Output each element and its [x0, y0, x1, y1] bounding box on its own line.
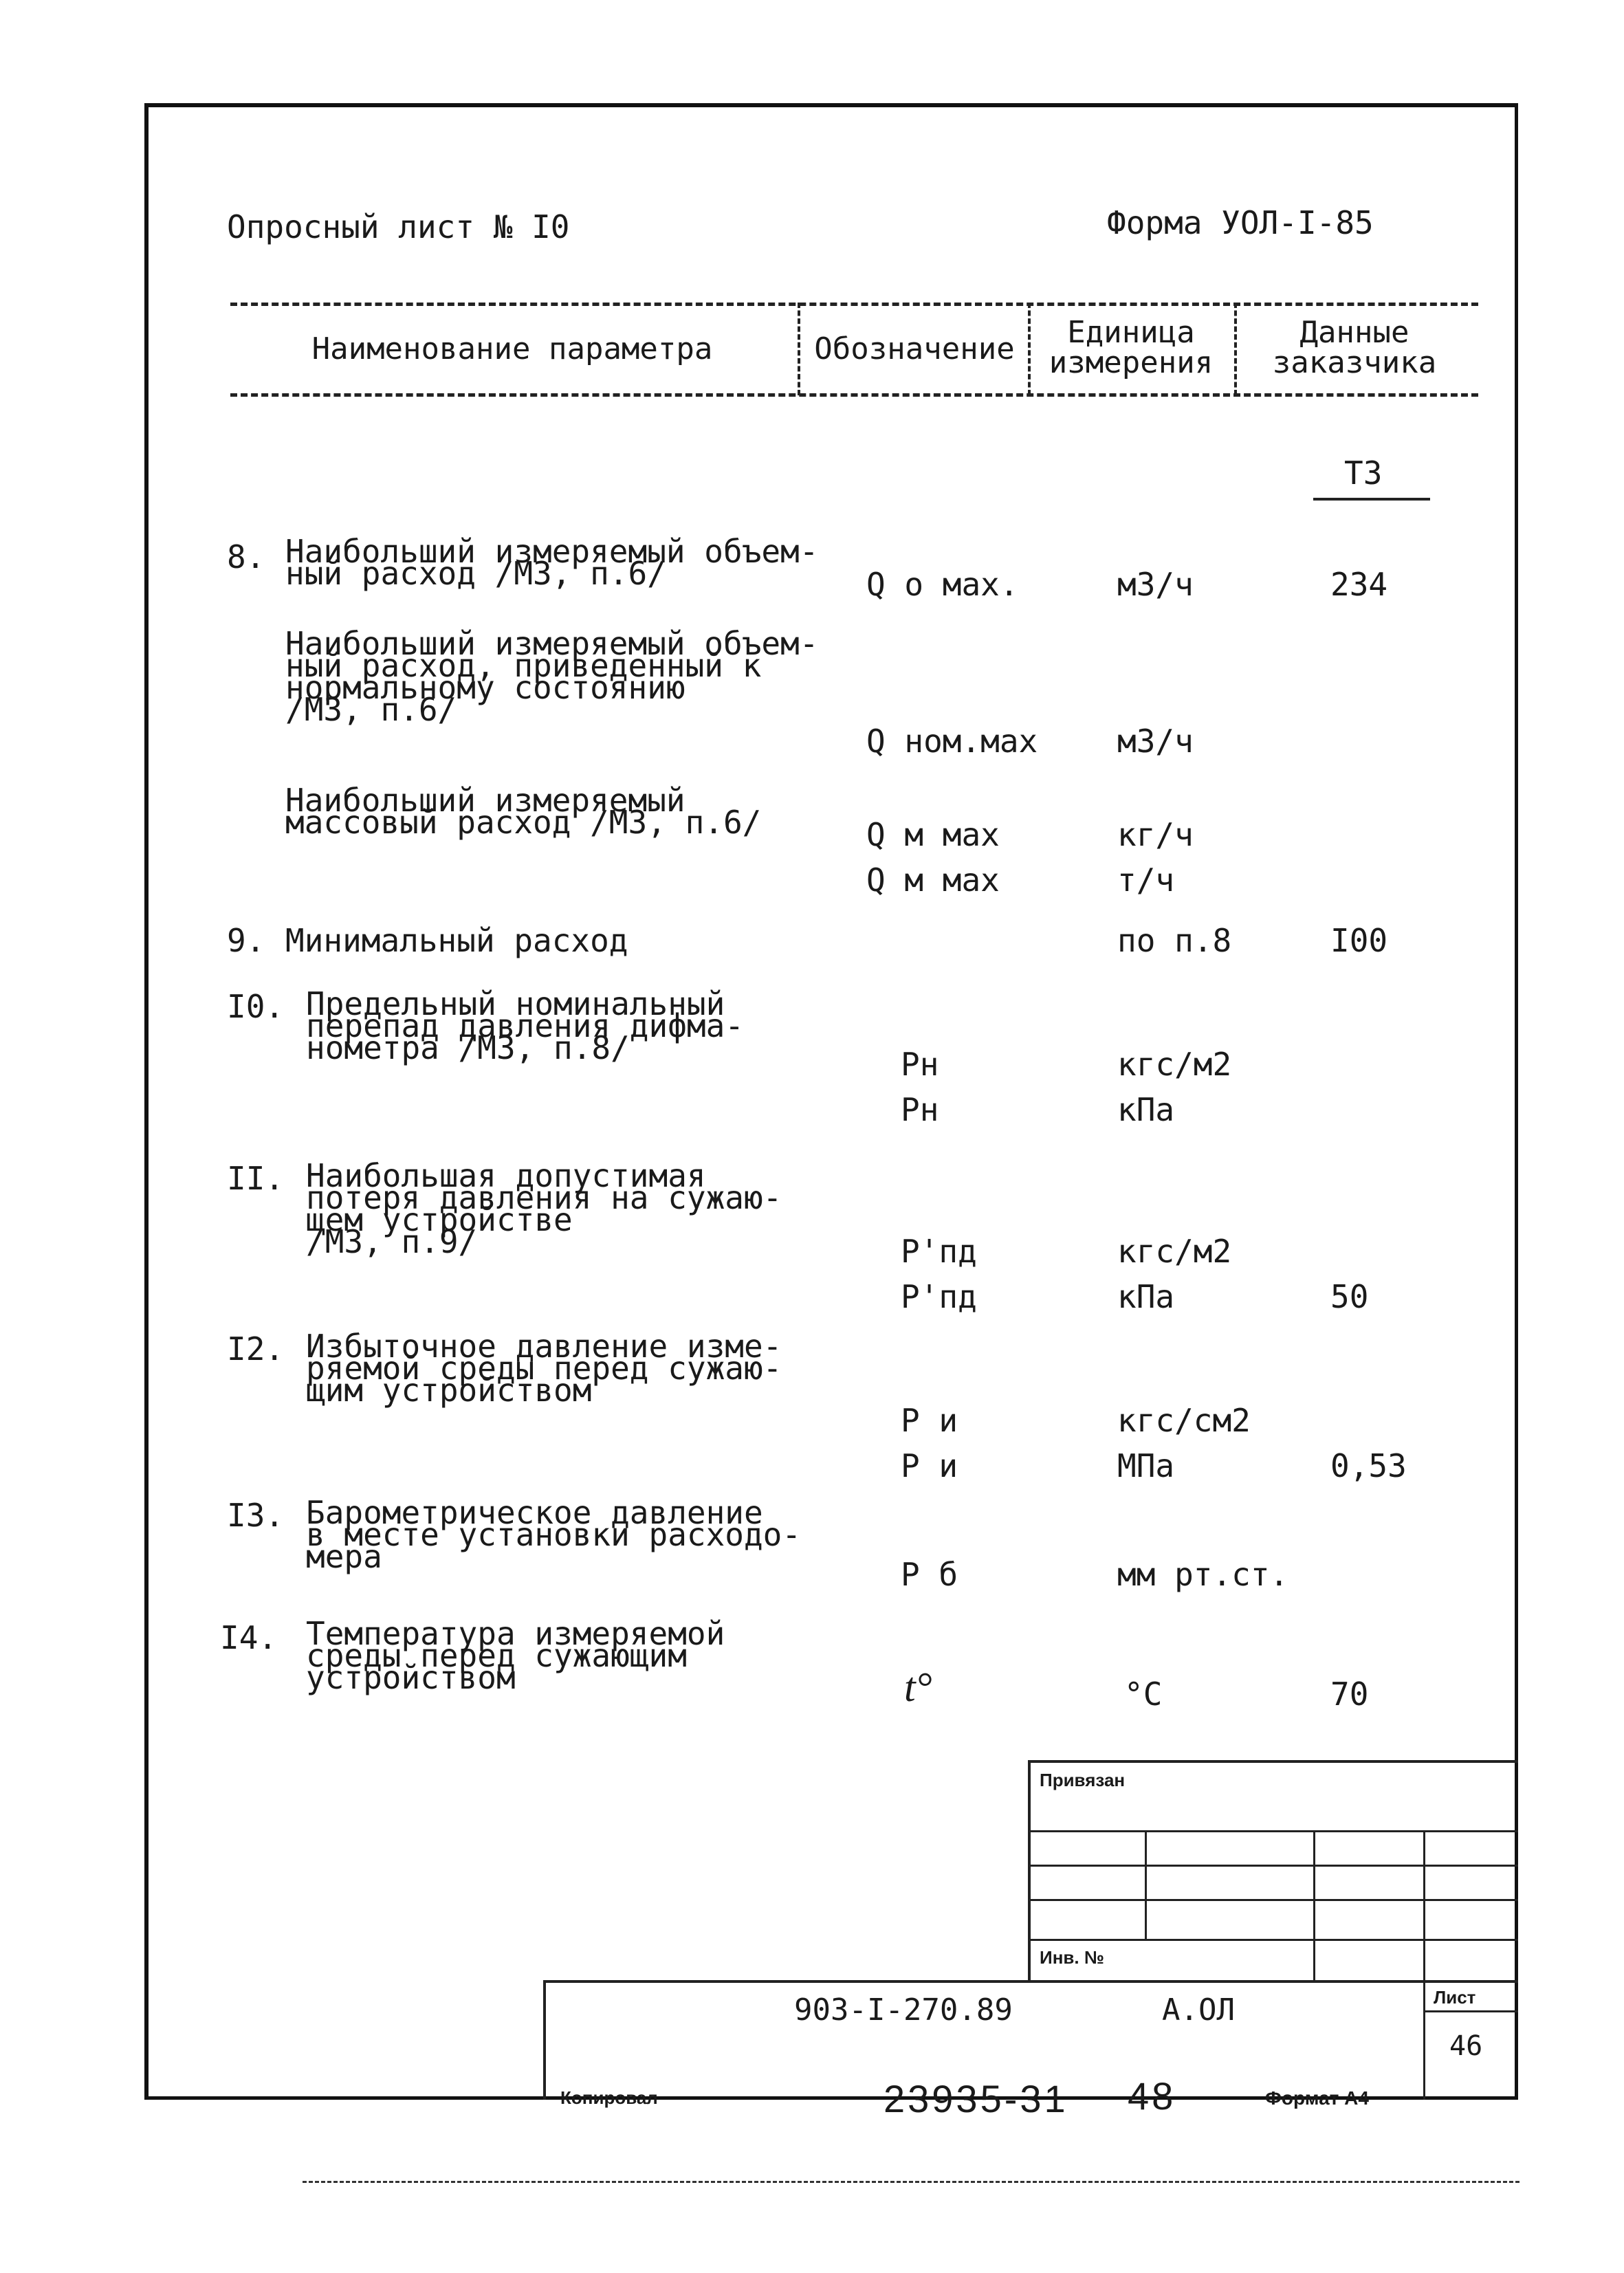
document-frame [144, 103, 1518, 2100]
stamp-grid-line [1028, 1830, 1518, 1832]
document-suffix: А.ОЛ [1162, 1992, 1235, 2028]
header-top-rule [230, 303, 1478, 306]
row-number: I0. [227, 988, 285, 1025]
row-number: 9. [227, 922, 265, 959]
row-unit-alt: кПа [1117, 1091, 1175, 1128]
row-value: 70 [1330, 1676, 1369, 1713]
title-block-left-rule [543, 1980, 546, 2100]
stamp-grid-line [1028, 1899, 1518, 1901]
title-block-divider [1423, 1980, 1425, 2100]
header-bottom-rule [230, 393, 1478, 397]
row-unit: кгс/см2 [1117, 1402, 1251, 1439]
column-header-customer-data: Данные заказчика [1272, 315, 1437, 380]
copied-by-label: Копировал [560, 2087, 658, 2108]
stamp-grid-line [1145, 1830, 1147, 1939]
row-unit-alt: кПа [1117, 1278, 1175, 1315]
row-unit: кгс/м2 [1117, 1046, 1232, 1083]
cut-line [303, 2181, 1519, 2183]
ts-label: ТЗ [1344, 454, 1383, 492]
sheet-label: Лист [1434, 1987, 1476, 2008]
sheet-cell-rule [1423, 2010, 1518, 2012]
row-symbol: Р'пд [901, 1233, 977, 1270]
row-unit: кг/ч [1117, 816, 1194, 853]
stamp-top-rule [1028, 1760, 1518, 1763]
row-symbol: Р и [901, 1402, 958, 1439]
row-unit: м3/ч [1117, 566, 1194, 603]
row-number: I4. [220, 1619, 278, 1656]
row-parameter-name: Наибольший измеряемый объем- ный расход /М3, п.6/ [285, 533, 819, 592]
row-unit-alt: т/ч [1117, 861, 1175, 899]
document-code: 903-I-270.89 [794, 1992, 1013, 2028]
row-parameter-name: Барометрическое давление в месте установки расходо- мера [306, 1494, 802, 1575]
stamp-grid-line [1028, 1939, 1518, 1941]
sheet-number: 46 [1449, 2030, 1483, 2062]
row-value-alt: 0,53 [1330, 1447, 1407, 1484]
row-parameter-name: Наибольший измеряемый массовый расход /М3, п.6/ [285, 782, 762, 841]
row-parameter-name: Наибольший измеряемый объем- ный расход, приведенный к нормальному состоянию /М3, п.6/ [285, 625, 819, 728]
row-symbol-alt: Р и [901, 1447, 958, 1484]
row-symbol-alt: Р'пд [901, 1278, 977, 1315]
stamp-grid-line [1028, 1865, 1518, 1867]
row-symbol: t° [904, 1665, 932, 1710]
row-value-alt: 50 [1330, 1278, 1369, 1315]
row-unit: м3/ч [1117, 723, 1194, 760]
row-parameter-name: Минимальный расход [285, 922, 628, 959]
stamp-grid-line [1423, 1830, 1425, 1983]
row-number: 8. [227, 538, 265, 575]
row-symbol: Q о мах. [866, 566, 1019, 603]
header-divider [1234, 303, 1237, 395]
handwritten-number-2: 48 [1128, 2074, 1176, 2118]
row-symbol-alt: Рн [901, 1091, 939, 1128]
row-number: I2. [227, 1330, 285, 1368]
row-parameter-name: Наибольшая допустимая потеря давления на сужаю- щем устройстве /М3, п.9/ [306, 1157, 782, 1260]
column-header-symbol: Обозначение [814, 331, 1015, 366]
row-unit: мм рт.ст. [1117, 1556, 1289, 1593]
row-symbol: Q м мах [866, 816, 1000, 853]
row-parameter-name: Избыточное давление изме- ряемой среды перед сужаю- щим устройством [306, 1328, 782, 1409]
row-value: 234 [1330, 566, 1388, 603]
row-unit-alt: МПа [1117, 1447, 1175, 1484]
row-parameter-name: Температура измеряемой среды перед сужающим устройством [306, 1615, 725, 1696]
inv-number-label: Инв. № [1040, 1947, 1104, 1968]
row-symbol: Рн [901, 1046, 939, 1083]
row-number: II. [227, 1160, 285, 1197]
format-label: Формат А4 [1265, 2087, 1369, 2109]
row-symbol: Q ном.мах [866, 723, 1038, 760]
form-code: Форма УОЛ-I-85 [1107, 204, 1374, 241]
row-value: I00 [1330, 922, 1388, 959]
row-unit: кгс/м2 [1117, 1233, 1232, 1270]
header-divider [798, 303, 800, 395]
stamp-grid-line [1313, 1830, 1315, 1983]
row-parameter-name: Предельный номинальный перепад давления дифма- нометра /М3, п.8/ [306, 985, 744, 1066]
row-symbol-alt: Q м мах [866, 861, 1000, 899]
column-header-unit: Единица измерения [1049, 315, 1214, 380]
header-divider [1028, 303, 1031, 395]
bound-label: Привязан [1040, 1770, 1126, 1790]
form-title: Опросный лист № I0 [227, 208, 570, 245]
stamp-left-rule [1028, 1760, 1031, 1983]
row-symbol: Р б [901, 1556, 958, 1593]
handwritten-number: 23935-31 [884, 2077, 1068, 2120]
row-number: I3. [227, 1497, 285, 1534]
title-block-top-rule [543, 1980, 1518, 1983]
row-unit: °С [1124, 1676, 1163, 1713]
column-header-name: Наименование параметра [311, 331, 713, 366]
ts-underline [1313, 498, 1430, 501]
row-unit: по п.8 [1117, 922, 1232, 959]
